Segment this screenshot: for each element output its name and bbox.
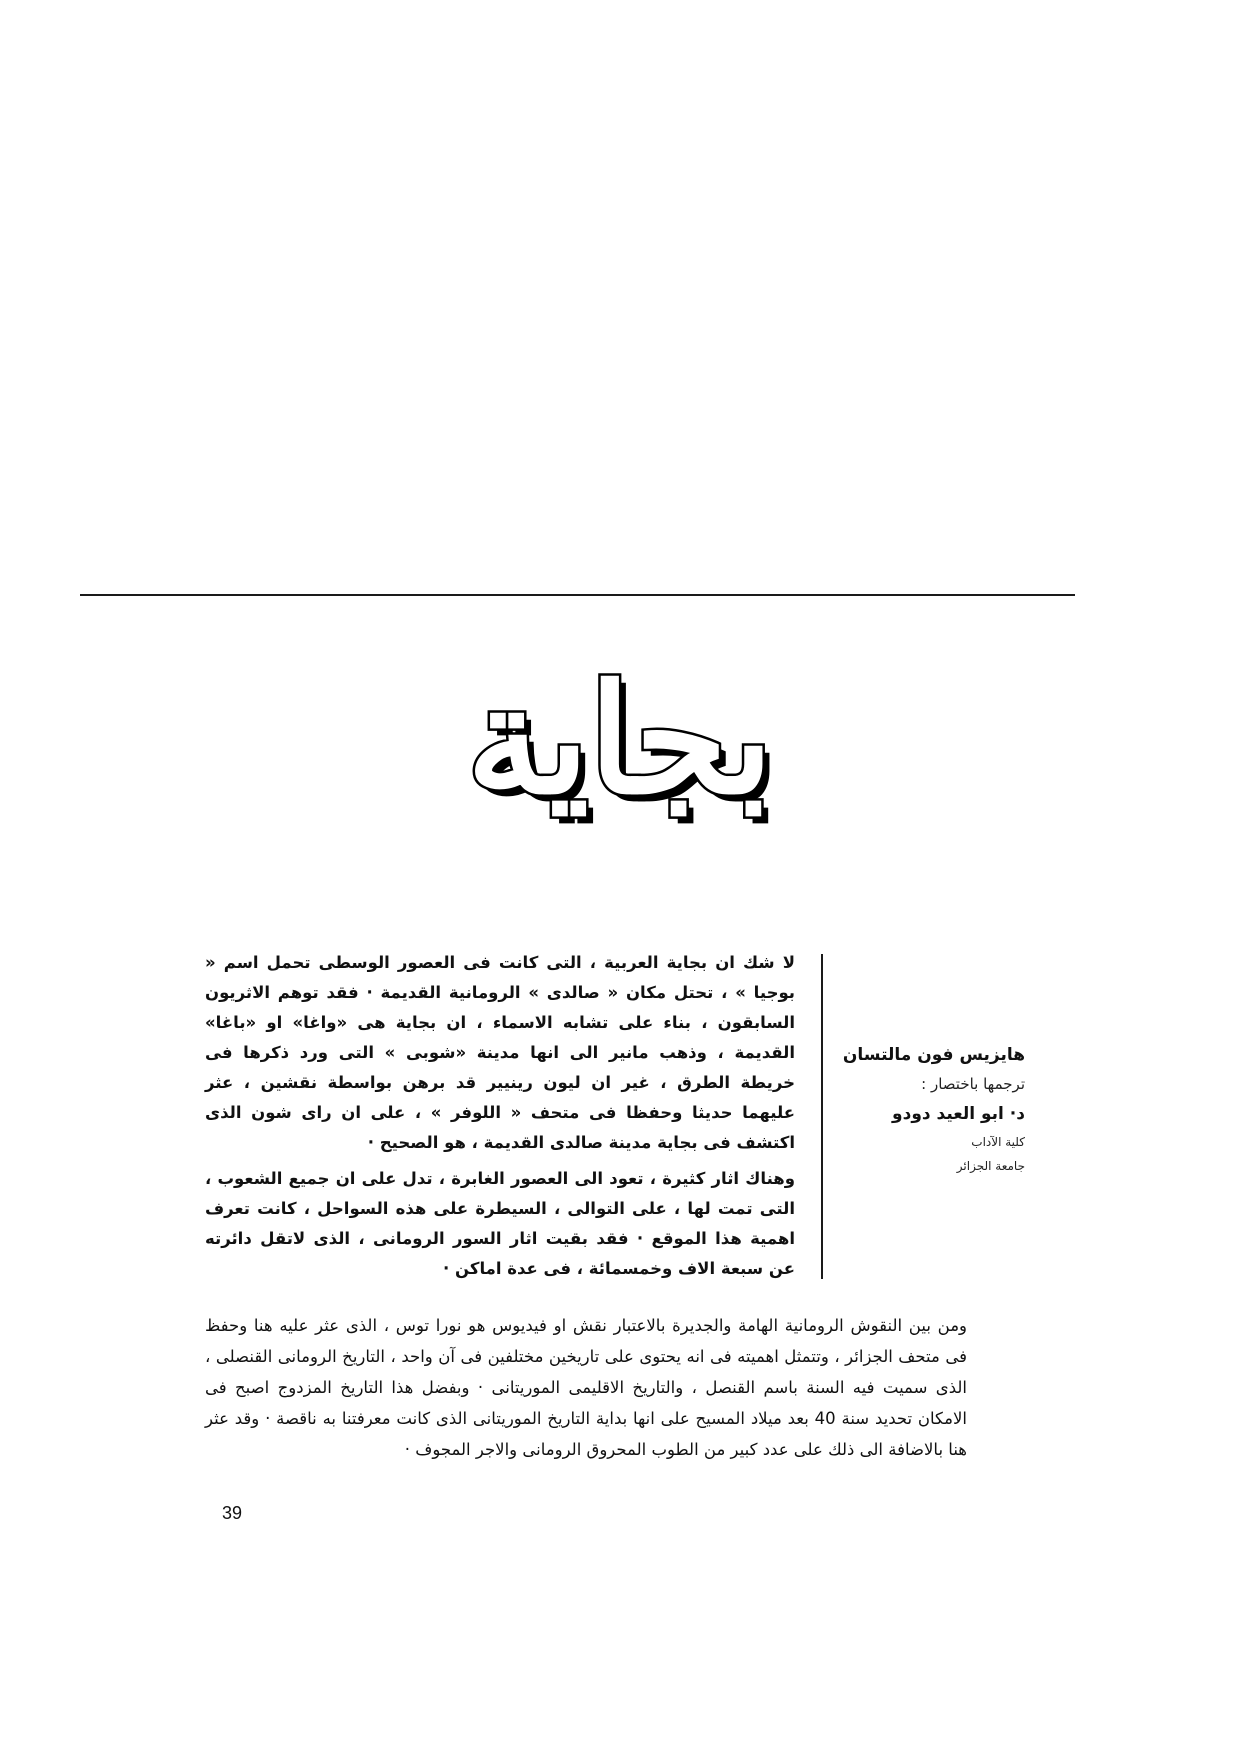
translated-label: ترجمها باختصار :: [921, 1075, 1025, 1093]
faculty-name: كلية الآداب: [971, 1135, 1025, 1149]
paragraph-1: لا شك ان بجاية العربية ، التى كانت فى العصور الوسطى تحمل اسم « بوجيا » ، تحتل مكان « صالدى » الرومانية القديمة · فقد توهم الاثريون السابقون ، بناء على تشابه الاسماء ، ان بجاية هى «واغا» او «باغا» القديمة ، وذهب مانير الى انها مدينة «شوبى » التى ورد ذكرها فى خريطة الطرق ، غير ان ليون رينيير قد برهن بواسطة نقشين ، عثر عليهما حديثا وحفظا فى متحف « اللوفر » ، على ان راى شون الذى اكتشف فى بجاية مدينة صالدى القديمة ، هو الصحيح ·: [205, 953, 795, 1152]
university-name: جامعة الجزائر: [956, 1159, 1025, 1173]
author-name: هايزيس فون مالتسان: [842, 1045, 1025, 1065]
translator-name: د· ابو العيد دودو: [892, 1104, 1025, 1124]
page-number: 39: [222, 1503, 243, 1523]
column-divider-line: [821, 954, 823, 1279]
main-text-column: [205, 948, 795, 1290]
article-title: بجاية: [466, 652, 774, 828]
paragraph-3: ومن بين النقوش الرومانية الهامة والجديرة بالاعتبار نقش او فيديوس هو نورا توس ، الذى عثر عليه هنا وحفظ فى متحف الجزائر ، وتتمثل اهميته فى انه يحتوى على تاريخين مختلفين فى آن واحد ، التاريخ الرومانى القنصلى ، الذى سميت فيه السنة باسم القنصل ، والتاريخ الاقليمى الموريتانى · وبفضل هذا التاريخ المزدوج اصبح فى الامكان تحديد سنة 40 بعد ميلاد المسيح على انها بداية التاريخ الموريتانى الذى كانت معرفتنا به ناقصة · وقد عثر هنا بالاضافة الى ذلك على عدد كبير من الطوب المحروق الرومانى والاجر المجوف ·: [205, 1316, 967, 1459]
top-divider-line: [80, 594, 1075, 596]
lower-text-block: [205, 1310, 967, 1465]
credits-block: [840, 1040, 1025, 1178]
paragraph-2: وهناك اثار كثيرة ، تعود الى العصور الغابرة ، تدل على ان جميع الشعوب ، التى تمت لها ، على التوالى ، السيطرة على هذه السواحل ، كانت تعرف اهمية هذا الموقع · فقد بقيت اثار السور الرومانى ، الذى لاتقل دائرته عن سبعة الاف وخمسمائة ، فى عدة اماكن ·: [205, 1169, 795, 1278]
